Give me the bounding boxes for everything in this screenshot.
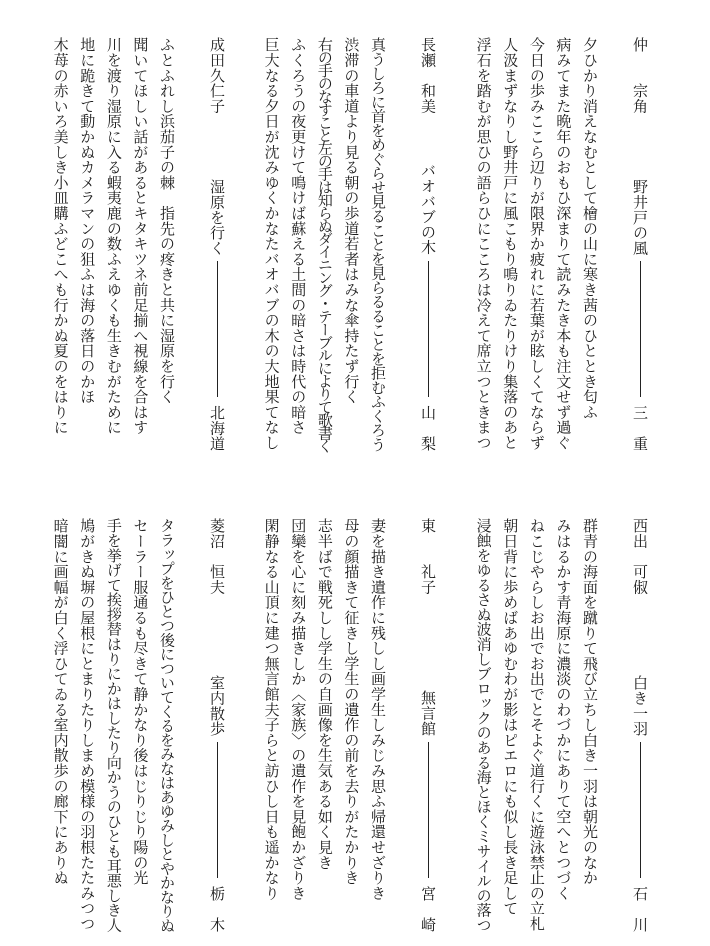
title-slot xyxy=(420,162,436,255)
poem-title: 湿原を行く xyxy=(208,178,226,255)
tanka-line: 聞いてほしい話があるとキタキツネ前足揃へ視線を合はす xyxy=(131,37,150,435)
prefecture-name: 栃 木 xyxy=(208,886,226,932)
section-header xyxy=(632,518,648,932)
tanka-line: 右の手のなすこと左の手は知らぬダイニング・テーブルによりて歌書く xyxy=(315,37,334,451)
tanka-line: 人汲まずなりし野井戸に風こもり鳴りゐたりけり集落のあと xyxy=(501,37,520,451)
title-dash-rule xyxy=(428,261,429,397)
tanka-line: 川を渡り湿原に入る蝦夷鹿の数ふえゆくも生きむがために xyxy=(104,37,123,435)
title-dash-rule xyxy=(640,742,641,878)
poem-title: 室内散歩 xyxy=(208,674,226,736)
poem-section-4 xyxy=(476,518,648,932)
poem-title: 野井戸の風 xyxy=(631,178,649,255)
section-header xyxy=(420,518,436,932)
tanka-line: ふくろうの夜更けて鳴けば蘇える土間の暗さは時代の暗さ xyxy=(289,37,308,435)
tanka-line: セーラー服通るも尽きて静かなり後はじりじり陽の光 xyxy=(131,518,150,886)
section-header xyxy=(420,37,436,451)
title-dash-rule xyxy=(428,742,429,878)
tanka-line: 朝日背に歩めばあゆむわが影はピエロにも似し長き足して xyxy=(501,518,520,916)
tanka-line: ねこじやらしお出でお出でとそよぐ道行くに遊泳禁止の立札 xyxy=(527,518,546,932)
tanka-line: 真うしろに首をめぐらせ見ることを見らるることを拒むふくろう xyxy=(369,37,388,451)
poem-title: 白き一羽 xyxy=(631,674,649,736)
poem-title: 無言館 xyxy=(419,690,437,736)
tanka-line: 群青の海面を蹴りて飛び立ちし白き一羽は朝光のなか xyxy=(581,518,600,886)
tanka-line: 今日の歩みここら辺りが限界か疲れに若葉が眩しくてならず xyxy=(527,37,546,451)
prefecture-name: 宮 崎 xyxy=(419,886,437,932)
tanka-line: みはるかす青海原に濃淡のわづかにありて空へとつづく xyxy=(554,518,573,901)
tanka-line: ふとふれし浜茄子の棘 指先の疼きと共に湿原を行く xyxy=(158,37,177,405)
page-bottom-half xyxy=(0,518,710,932)
section-header xyxy=(209,518,225,932)
title-slot xyxy=(209,162,225,255)
tanka-line: 母の顔描きて征きし学生の遺作の前を去りがたかりき xyxy=(342,518,361,886)
poem-section-1 xyxy=(476,37,648,451)
title-slot xyxy=(632,643,648,736)
page-top-half xyxy=(0,37,710,451)
tanka-line: 浮石を踏むが思ひの語らひにこころは冷えて席立つときまつ xyxy=(474,37,493,451)
tanka-line: 木苺の赤いろ美しき小皿購ふどこへも行かぬ夏のをはりに xyxy=(51,37,70,435)
tanka-line: 鳩がきぬ塀の屋根にとまりたりしまめ模様の羽根たたみつつ xyxy=(78,518,97,932)
author-name: 東 礼子 xyxy=(419,518,437,595)
tanka-line: 浸蝕をゆるさぬ波消しブロックのある海とほくミサイルの落つ xyxy=(474,518,493,932)
author-name: 菱沼 恒夫 xyxy=(208,518,226,595)
poem-section-6 xyxy=(53,518,225,932)
prefecture-name: 山 梨 xyxy=(419,405,437,451)
poem-title: バオバブの木 xyxy=(419,163,437,255)
poem-section-5 xyxy=(264,518,436,932)
prefecture-name: 北海道 xyxy=(208,405,226,451)
tanka-line: 団欒を心に刻み描きしか〈家族〉の遺作を見飽かざりき xyxy=(289,518,308,901)
title-slot xyxy=(632,162,648,255)
tanka-line: 妻を描き遺作に残しし画学生しみじみ思ふ帰還せざりき xyxy=(369,518,388,901)
tanka-line: 巨大なる夕日が沈みゆくかなたバオバブの木の大地果てなし xyxy=(262,37,281,451)
author-name: 長瀬 和美 xyxy=(419,37,437,114)
section-header xyxy=(209,37,225,451)
title-dash-rule xyxy=(217,261,218,397)
tanka-line: 手を挙げて挨拶替はりにかはしたり向かうのひとも耳悪しき人 xyxy=(104,518,123,932)
poem-section-3 xyxy=(53,37,225,451)
title-dash-rule xyxy=(217,742,218,878)
author-name: 成田久仁子 xyxy=(208,37,226,114)
title-dash-rule xyxy=(640,261,641,397)
tanka-line: 志半ばで戦死しし学生の自画像を生気ある如く見き xyxy=(315,518,334,870)
author-name: 仲 宗角 xyxy=(631,37,649,114)
prefecture-name: 三 重 xyxy=(631,405,649,451)
poem-section-2 xyxy=(264,37,436,451)
section-header xyxy=(632,37,648,451)
prefecture-name: 石 川 xyxy=(631,886,649,932)
author-name: 西出 可俶 xyxy=(631,518,649,595)
tanka-line: 閑静なる山頂に建つ無言館夫子らと訪ひし日も遥かなり xyxy=(262,518,281,901)
tanka-line: 夕ひかり消えなむとして檜の山に寒き茜のひととき匂ふ xyxy=(581,37,600,420)
tanka-line: タラップをひとつ後についてくるをみなはあゆみしとやかなりぬ xyxy=(158,518,177,932)
tanka-line: 地に跪きて動かぬカメラマンの狙ふは海の落日のかほ xyxy=(78,37,97,405)
title-slot xyxy=(209,643,225,736)
tanka-line: 渋滞の車道より見る朝の歩道若者はみな傘持たず行く xyxy=(342,37,361,405)
title-slot xyxy=(420,643,436,736)
tanka-line: 病みてまた晩年のおもひ深まりて読みたき本も注文せず過ぐ xyxy=(554,37,573,451)
tanka-line: 暗闇に画幅が白く浮ひてゐる室内散歩の廊下にありぬ xyxy=(51,518,70,886)
